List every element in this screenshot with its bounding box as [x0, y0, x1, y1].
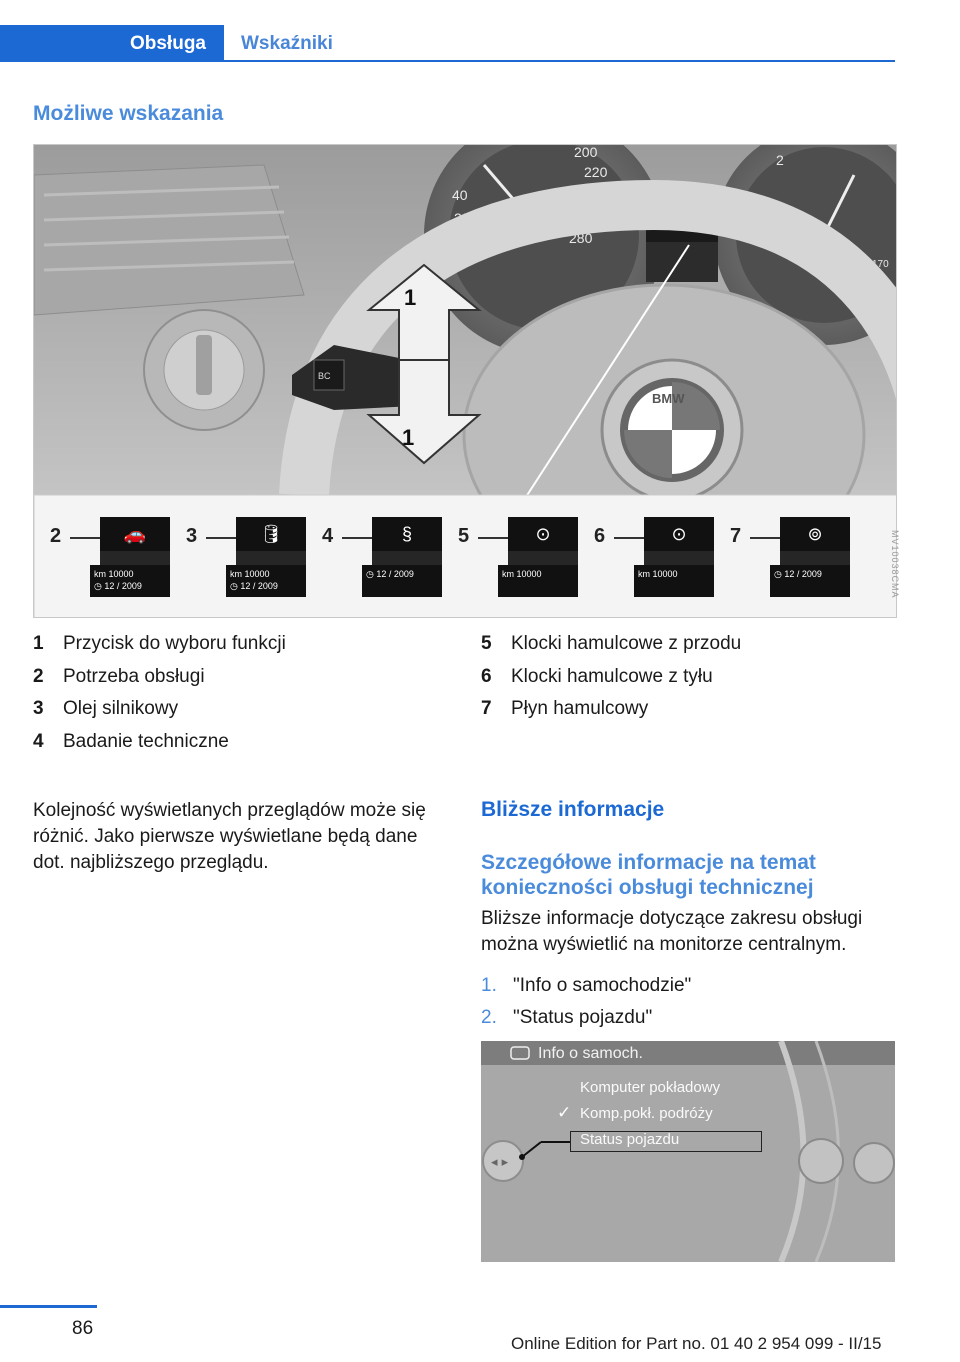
- legend-text: Klocki hamulcowe z tyłu: [511, 665, 713, 687]
- readout-date: ◷ 12 / 2009: [774, 569, 822, 579]
- readout-date: ◷ 12 / 2009: [230, 581, 278, 591]
- header-divider: [0, 60, 895, 62]
- brake-pad-rear-icon: ⊙: [644, 517, 714, 551]
- bmw-logo-text: BMW: [652, 391, 685, 406]
- step-text: "Info o samochodzie": [513, 975, 692, 996]
- menu-item-trip-computer[interactable]: Komp.pokł. podróży: [580, 1105, 713, 1122]
- legend-num: 7: [481, 698, 492, 719]
- rpm-0: 0: [786, 228, 794, 244]
- panel-number: 6: [594, 525, 606, 547]
- menu-item-vehicle-status[interactable]: Status pojazdu: [580, 1131, 680, 1148]
- brake-pad-front-icon: ⊙: [508, 517, 578, 551]
- speed-220: 220: [584, 164, 608, 180]
- brake-fluid-icon: ⊚: [780, 517, 850, 551]
- speed-40: 40: [452, 187, 468, 203]
- page-number: 86: [72, 1318, 94, 1339]
- footer-divider: [0, 1305, 97, 1308]
- detail-heading: [481, 850, 901, 900]
- legend-item: [481, 628, 741, 661]
- order-note: [33, 798, 426, 876]
- svg-text:◂ ▸: ◂ ▸: [491, 1155, 509, 1170]
- legend-num: 2: [33, 665, 44, 687]
- steps-list: [481, 970, 691, 1034]
- panel-number: 2: [50, 525, 62, 547]
- rpm-170: 170: [872, 259, 889, 270]
- oil-can-icon: 🛢: [236, 517, 306, 551]
- step-item: [481, 1002, 691, 1034]
- order-note-line: dot. najbliższego przeglądu.: [33, 852, 269, 873]
- readout-km: km 10000: [94, 569, 134, 579]
- legend-text: Przycisk do wyboru funkcji: [63, 633, 286, 654]
- detail-heading-line: konieczności obsługi technicznej: [481, 876, 814, 899]
- legend-item: [481, 661, 741, 694]
- panel-number: 7: [730, 525, 742, 547]
- order-note-line: różnić. Jako pierwsze wyświetlane będą dane: [33, 826, 418, 847]
- tab-wskazniki[interactable]: Wskaźniki: [241, 33, 333, 54]
- detail-heading-line: Szczegółowe informacje na temat: [481, 851, 816, 874]
- legend-text: Badanie techniczne: [63, 730, 229, 752]
- readout-km: km 10000: [502, 569, 542, 579]
- speed-0: 0: [464, 230, 472, 246]
- panel-number: 3: [186, 525, 198, 547]
- panel-pointer-line: [70, 537, 102, 539]
- detail-text: [481, 906, 862, 958]
- panel-display: [372, 551, 442, 565]
- tab-obsluga[interactable]: Obsługa: [0, 25, 224, 62]
- panel-readout: [226, 565, 306, 597]
- screen-title: Info o samoch.: [538, 1045, 643, 1062]
- page-header: [0, 0, 895, 62]
- speed-280: 280: [569, 230, 593, 246]
- readout-date: ◷ 12 / 2009: [366, 569, 414, 579]
- edition-text: Online Edition for Part no. 01 40 2 954 099 - II/15: [511, 1334, 882, 1353]
- legend-num: 6: [481, 665, 492, 687]
- panel-display: [780, 551, 850, 565]
- panel-readout: [362, 565, 442, 597]
- readout-km: km 10000: [230, 569, 270, 579]
- legend-right: [481, 628, 741, 726]
- legend-num: 5: [481, 633, 492, 654]
- rpm-2: 2: [776, 152, 784, 168]
- detail-text-line: można wyświetlić na monitorze centralnym.: [481, 934, 847, 955]
- panel-pointer-line: [750, 537, 782, 539]
- speed-200: 200: [574, 145, 598, 160]
- check-icon: ✓: [557, 1103, 572, 1122]
- bc-label: BC: [318, 371, 331, 381]
- step-num: 2.: [481, 1007, 497, 1028]
- callout-1-top: 1: [404, 285, 417, 310]
- readout-km: km 10000: [638, 569, 678, 579]
- more-info-heading: Bliższe informacje: [481, 798, 665, 821]
- rpm-120: 120: [839, 269, 856, 280]
- inspection-icon: §: [372, 517, 442, 551]
- illustration-code: MV10038CMA: [890, 530, 900, 599]
- section-title: Możliwe wskazania: [33, 102, 224, 125]
- panel-display: [236, 551, 306, 565]
- legend-item: [33, 628, 286, 661]
- dashboard-illustration: [33, 144, 897, 618]
- panel-readout: [770, 565, 850, 597]
- legend-item: [33, 726, 286, 759]
- legend-num: 1: [33, 633, 44, 654]
- readout-date: ◷ 12 / 2009: [94, 581, 142, 591]
- legend-item: [33, 693, 286, 726]
- order-note-line: Kolejność wyświetlanych przeglądów może się: [33, 800, 426, 821]
- detail-text-line: Bliższe informacje dotyczące zakresu obsługi: [481, 908, 863, 929]
- lift-icon: 🚗: [100, 517, 170, 551]
- legend-text: Klocki hamulcowe z przodu: [511, 633, 742, 654]
- panel-readout: [90, 565, 170, 597]
- legend-left: [33, 628, 286, 758]
- panel-pointer-line: [206, 537, 238, 539]
- panel-number: 5: [458, 525, 470, 547]
- speed-240: 240: [589, 186, 613, 202]
- menu-item-computer[interactable]: Komputer pokładowy: [580, 1079, 721, 1096]
- legend-text: Olej silnikowy: [63, 698, 179, 719]
- panel-readout: [634, 565, 714, 597]
- legend-item: [33, 661, 286, 694]
- speed-260: 260: [582, 209, 606, 225]
- rpm-70: 70: [804, 255, 816, 266]
- panel-pointer-line: [614, 537, 646, 539]
- legend-num: 4: [33, 730, 44, 752]
- step-num: 1.: [481, 975, 497, 996]
- legend-num: 3: [33, 698, 44, 719]
- step-item: [481, 970, 691, 1002]
- idrive-screen-image: [481, 1041, 895, 1262]
- panel-readout: [498, 565, 578, 597]
- legend-text: Płyn hamulcowy: [511, 698, 649, 719]
- panel-display: [508, 551, 578, 565]
- legend-text: Potrzeba obsługi: [63, 665, 205, 687]
- panel-display: [644, 551, 714, 565]
- panel-pointer-line: [478, 537, 510, 539]
- panel-number: 4: [322, 525, 334, 547]
- step-text: "Status pojazdu": [513, 1007, 653, 1028]
- callout-1-bottom: 1: [402, 425, 415, 450]
- panel-display: [100, 551, 170, 565]
- panel-pointer-line: [342, 537, 374, 539]
- speed-20: 20: [454, 210, 470, 226]
- legend-item: [481, 693, 741, 726]
